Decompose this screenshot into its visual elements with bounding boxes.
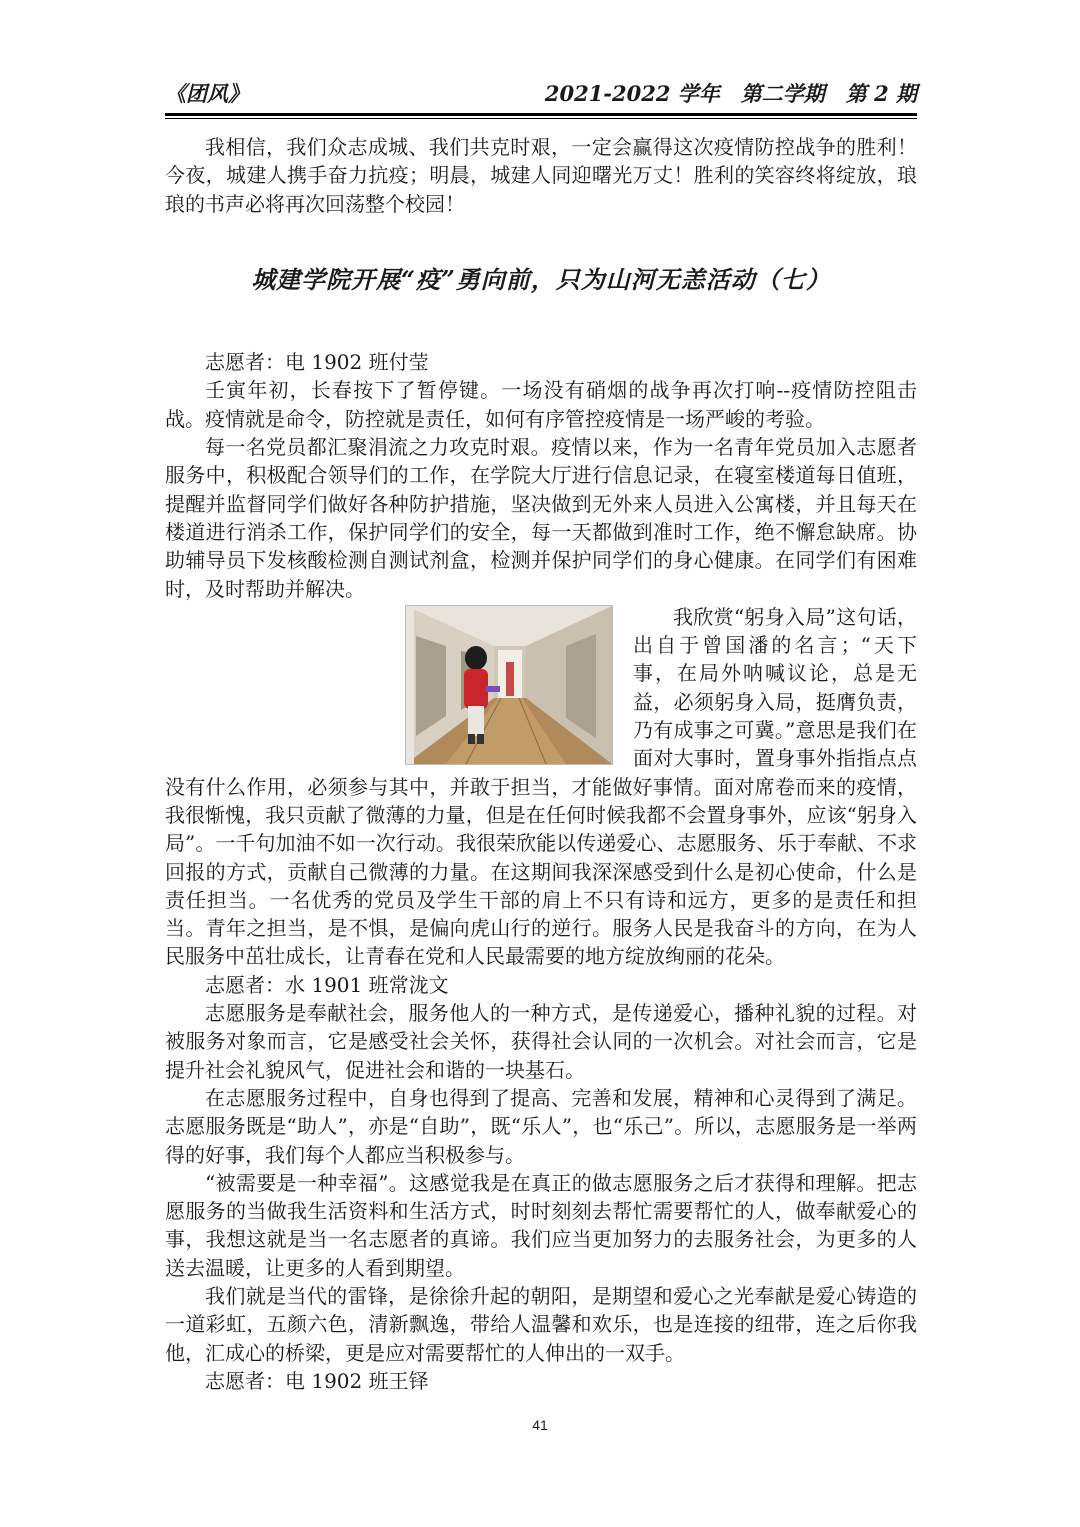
issue-info: 2021-2022 学年 第二学期 第 2 期: [544, 81, 917, 106]
article-title: 城建学院开展“疫”勇向前，只为山河无恙活动（七）: [251, 264, 831, 294]
page-header: [165, 78, 917, 110]
paragraph: 在志愿服务过程中，自身也得到了提高、完善和发展，精神和心灵得到了满足。志愿服务既是“助人”，亦是“自助”，既“乐人”，也“乐己”。所以，志愿服务是一举两得的好事，我们每个人都应当积极参与。: [165, 1085, 917, 1167]
header-divider-thin: [165, 118, 917, 119]
article-body: [165, 133, 917, 1395]
paragraph: “被需要是一种幸福”。这感觉我是在真正的做志愿服务之后才获得和理解。把志愿服务的当做我生活资料和生活方式，时时刻刻去帮忙需要帮忙的人，做奉献爱心的事，我想这就是当一名志愿者的真谛。我们应当更加努力的去服务社会，为更多的人送去温暖，让更多的人看到期望。: [165, 1170, 917, 1280]
paragraph: 志愿服务是奉献社会，服务他人的一种方式，是传递爱心，播种礼貌的过程。对被服务对象而言，它是感受社会关怀，获得社会认同的一次机会。对社会而言，它是提升社会礼貌风气，促进社会和谐的一块基石。: [165, 1001, 917, 1082]
page-number: 41: [532, 1417, 548, 1433]
paragraph: 我们就是当代的雷锋，是徐徐升起的朝阳，是期望和爱心之光奉献是爱心铸造的一道彩虹，五颜六色，清新飘逸，带给人温馨和欢乐，也是连接的纽带，连之后你我他，汇成心的桥梁，更是应对需要帮忙的人伸出的一双手。: [165, 1283, 917, 1365]
volunteer-byline-3: 志愿者：电 1902 班王铎: [205, 1368, 429, 1393]
journal-name: 《团风》: [165, 81, 249, 106]
paragraph: 我欣赏“躬身入局”这句话，出自于曾国潘的名言；“天下事，在局外呐喊议论，总是无益，必须躬身入局，挺膺负责，乃有成事之可冀。”意思是我们在面对大事时，置身事外指指点点没有什么作用，必须参与其中，并敢于担当，才能做好事情。面对席卷而来的疫情，我很惭愧，我只贡献了微薄的力量，但是在任何时候我都不会置身事外，应该“躬身入局”。一千句加油不如一次行动。我很荣欣能以传递爱心、志愿服务、乐于奉献、不求回报的方式，贡献自己微薄的力量。在这期间我深深感受到什么是初心使命，什么是责任担当。一名优秀的党员及学生干部的肩上不只有诗和远方，更多的是责任和担当。青年之担当，是不惧，是偏向虎山行的逆行。服务人民是我奋斗的方向，在为人民服务中茁壮成长，让青春在党和人民最需要的地方绽放绚丽的花朵。: [165, 604, 917, 969]
paragraph: 每一名党员都汇聚涓流之力攻克时艰。疫情以来，作为一名青年党员加入志愿者服务中，积极配合领导们的工作，在学院大厅进行信息记录，在寝室楼道每日值班，提醒并监督同学们做好各种防护措施，坚决做到无外来人员进入公寓楼，并且每天在楼道进行消杀工作，保护同学们的安全，每一天都做到准时工作，绝不懈怠缺席。协助辅导员下发核酸检测自测试剂盒，检测并保护同学们的身心健康。在同学们有困难时，及时帮助并解决。: [165, 435, 917, 601]
paragraph: 壬寅年初，长春按下了暂停键。一场没有硝烟的战争再次打响--疫情防控阻击战。疫情就是命令，防控就是责任，如何有序管控疫情是一场严峻的考验。: [165, 378, 917, 431]
volunteer-byline-2: 志愿者：水 1901 班常泷文: [205, 972, 449, 997]
intro-paragraph: 我相信，我们众志成城、我们共克时艰，一定会赢得这次疫情防控战争的胜利！今夜，城建人携手奋力抗疫；明晨，城建人同迎曙光万丈！胜利的笑容终将绽放，琅琅的书声必将再次回荡整个校园！: [165, 135, 917, 216]
volunteer-disinfecting-photo: [405, 605, 613, 765]
header-divider: [165, 113, 917, 116]
volunteer-byline-1: 志愿者：电 1902 班付莹: [205, 350, 429, 375]
